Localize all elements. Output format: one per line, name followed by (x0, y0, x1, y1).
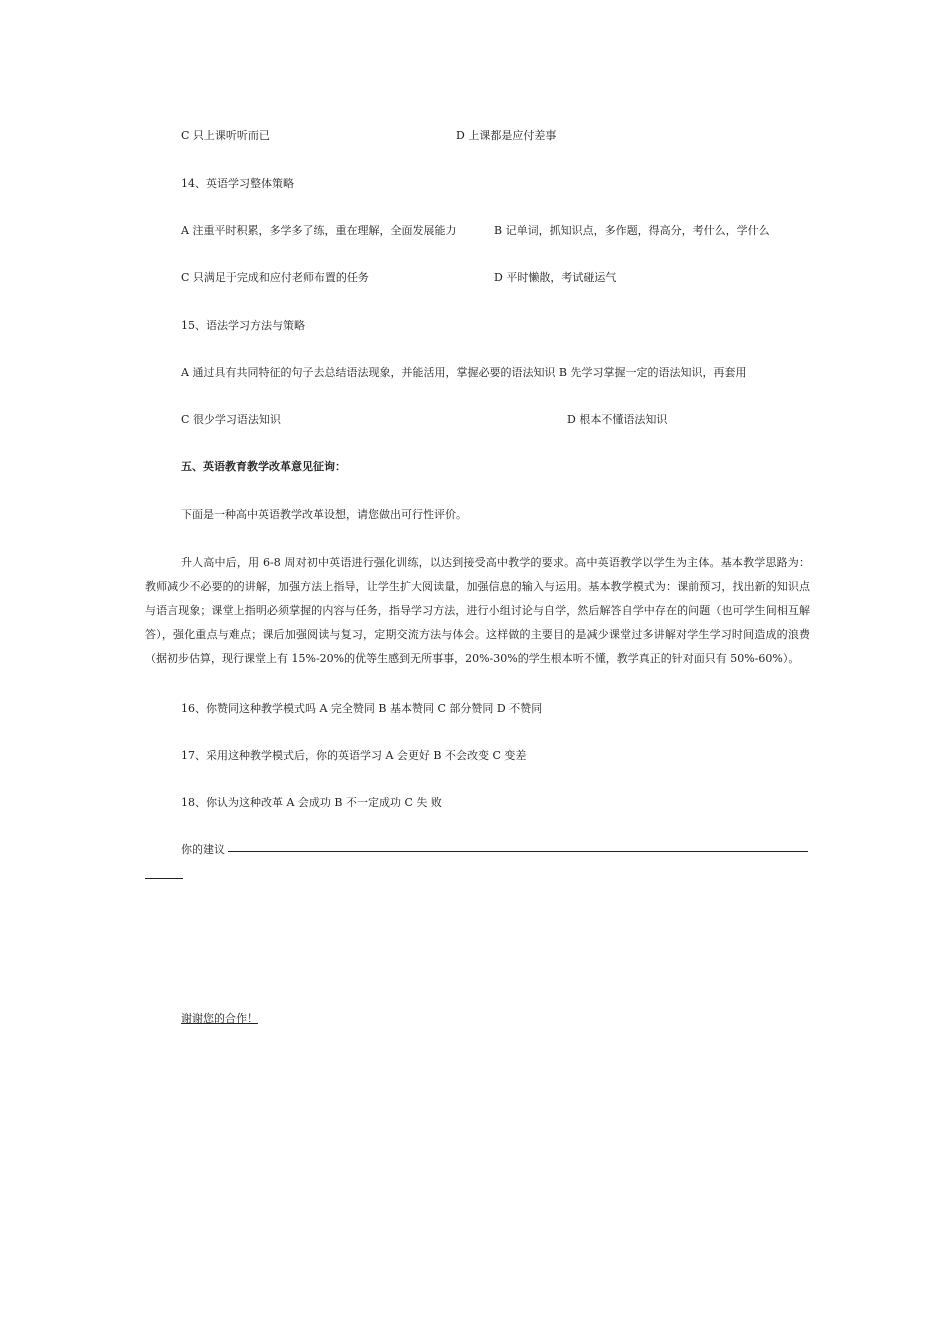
q15-options-ab: A 通过具有共同特征的句子去总结语法现象，并能活用，掌握必要的语法知识 B 先学习掌握一定的语法知识，再套用 (181, 366, 747, 379)
q13-option-c: C 只上课听听而已 (181, 129, 270, 142)
section5-heading: 五、英语教育教学改革意见征询： (181, 460, 346, 473)
q13-option-d: D 上课都是应付差事 (456, 129, 557, 142)
q14-title: 14、英语学习整体策略 (181, 177, 294, 190)
suggestion-label: 你的建议 (181, 843, 225, 856)
q17: 17、采用这种教学模式后，你的英语学习 A 会更好 B 不会改变 C 变差 (181, 749, 527, 762)
q16: 16、你赞同这种教学模式吗 A 完全赞同 B 基本赞同 C 部分赞同 D 不赞同 (181, 702, 543, 715)
q18: 18、你认为这种改革 A 会成功 B 不一定成功 C 失 败 (181, 796, 442, 809)
q14-option-a: A 注重平时积累，多学多了练，重在理解，全面发展能力 (181, 224, 457, 237)
q14-option-d: D 平时懒散，考试碰运气 (494, 271, 617, 284)
suggestion-input-line[interactable] (228, 851, 808, 852)
section5-intro: 下面是一种高中英语教学改革设想，请您做出可行性评价。 (181, 508, 467, 521)
q15-title: 15、语法学习方法与策略 (181, 319, 305, 332)
section5-body: 升人高中后，用 6-8 周对初中英语进行强化训练，以达到接受高中教学的要求。高中英语教学以学生为主体。基本教学思路为：教师减少不必要的的讲解，加强方法上指导，让学生扩大阅读量，加强信息的输入与运用。基本教学模式为：课前预习，找出新的知识点与语言现象；课堂上指明必须掌握的内容与任务，指导学习方法，进行小组讨论与自学，然后解答自学中存在的问题（也可学生间相互解答），强化重点与难点；课后加强阅读与复习，定期交流方法与体会。这样做的主要目的是减少课堂过多讲解对学生学习时间造成的浪费（据初步估算，现行课堂上有 15%-20%的优等生感到无所事事，20%-30%的学生根本听不懂，教学真正的针对面只有 50%-60%）。 (145, 556, 810, 665)
q15-option-d: D 根本不懂语法知识 (567, 413, 668, 426)
suggestion-input-line-continued[interactable] (145, 878, 183, 879)
q14-option-b: B 记单词，抓知识点，多作题，得高分，考什么，学什么 (494, 224, 770, 237)
q14-option-c: C 只满足于完成和应付老师布置的任务 (181, 271, 369, 284)
q15-option-c: C 很少学习语法知识 (181, 413, 281, 426)
thanks-text: 谢谢您的合作！ (181, 1012, 258, 1025)
